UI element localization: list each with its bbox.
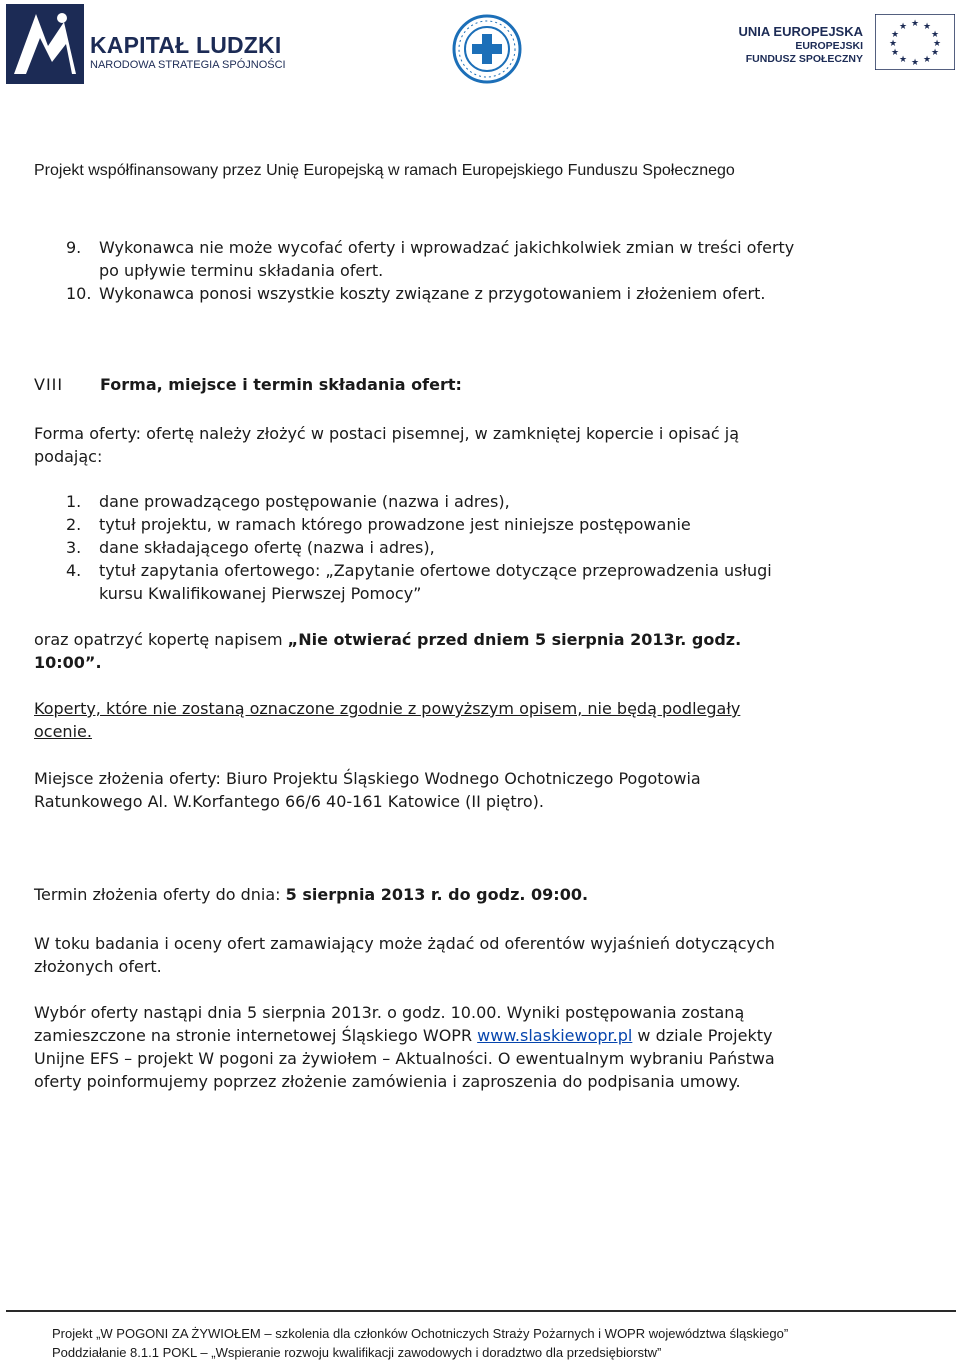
eu-flag-icon	[875, 14, 955, 70]
deadline-label: Termin złożenia oferty do dnia:	[34, 885, 286, 904]
seal-prefix: oraz opatrzyć kopertę napisem	[34, 630, 288, 649]
svg-text:★: ★	[932, 39, 942, 49]
eu-logo	[735, 14, 955, 74]
footer-divider	[6, 1310, 956, 1312]
section-title: Forma, miejsce i termin składania ofert:	[100, 375, 462, 394]
result-line-4: oferty poinformujemy poprzez złożenie zamówienia i zaproszenia do podpisania umowy.	[34, 1072, 741, 1091]
form-intro-line-1: Forma oferty: ofertę należy złożyć w postaci pisemnej, w zamkniętej kopercie i opisać ją	[34, 424, 740, 443]
list-item-1-number: 1.	[66, 492, 82, 511]
submission-deadline	[34, 884, 588, 906]
svg-text:★: ★	[898, 55, 908, 65]
footer-measure: Poddziałanie 8.1.1 POKL – „Wspieranie rozwoju kwalifikacji zawodowych i doradztwo dla przedsiębiorstw”	[52, 1345, 662, 1360]
result-line-2	[34, 1025, 772, 1047]
kapital-ludzki-subtitle: NARODOWA STRATEGIA SPÓJNOŚCI	[90, 59, 286, 71]
list-item-4-line-1: tytuł zapytania ofertowego: „Zapytanie ofertowe dotyczące przeprowadzenia usługi	[99, 561, 772, 580]
svg-text:★: ★	[910, 19, 920, 29]
list-item-2-number: 2.	[66, 515, 82, 534]
result-line-2-end: w dziale Projekty	[632, 1026, 773, 1045]
svg-text:★: ★	[890, 48, 900, 58]
kapital-ludzki-title: KAPITAŁ LUDZKI	[90, 32, 282, 58]
list-item-2-text: tytuł projektu, w ramach którego prowadzone jest niniejsze postępowanie	[99, 515, 691, 534]
clarification-line-1: W toku badania i oceny ofert zamawiający może żądać od oferentów wyjaśnień dotyczących	[34, 934, 775, 953]
list-item-1-text: dane prowadzącego postępowanie (nazwa i adres),	[99, 492, 510, 511]
deadline-date: 5 sierpnia 2013 r. do godz. 09:00.	[285, 885, 589, 904]
result-line-1: Wybór oferty nastąpi dnia 5 sierpnia 2013r. o godz. 10.00. Wyniki postępowania zostaną	[34, 1003, 745, 1022]
form-intro-line-2: podając:	[34, 447, 103, 466]
item-9-number: 9.	[66, 238, 82, 257]
svg-text:★: ★	[910, 58, 920, 68]
seal-warning-text: „Nie otwierać przed dniem 5 sierpnia 2013r. godz.	[287, 630, 742, 649]
slaskiewopr-link[interactable]: www.slaskiewopr.pl	[477, 1026, 633, 1045]
eu-line-2: EUROPEJSKI	[795, 40, 863, 52]
cofinance-note: Projekt współfinansowany przez Unię Europejską w ramach Europejskiego Funduszu Społecznego	[34, 162, 735, 179]
wopr-emblem-icon	[452, 14, 522, 84]
item-9-line-1: Wykonawca nie może wycofać oferty i wprowadzać jakichkolwiek zmian w treści oferty	[99, 238, 795, 257]
submission-place-line-2: Ratunkowego Al. W.Korfantego 66/6 40-161 Katowice (II piętro).	[34, 792, 544, 811]
item-10-line-1: Wykonawca ponosi wszystkie koszty związane z przygotowaniem i złożeniem ofert.	[99, 284, 766, 303]
eu-line-3: FUNDUSZ SPOŁECZNY	[745, 53, 863, 65]
svg-text:★: ★	[922, 55, 932, 65]
eu-line-1: UNIA EUROPEJSKA	[738, 24, 863, 39]
svg-text:★: ★	[888, 39, 898, 49]
svg-text:★: ★	[930, 48, 940, 58]
list-item-3-number: 3.	[66, 538, 82, 557]
list-item-3-text: dane składającego ofertę (nazwa i adres),	[99, 538, 435, 557]
item-9-line-2: po upływie terminu składania ofert.	[99, 261, 384, 280]
item-10-number: 10.	[66, 284, 92, 303]
result-line-3: Unijne EFS – projekt W pogoni za żywiołem – Aktualności. O ewentualnym wybraniu Państwa	[34, 1049, 775, 1068]
result-line-2-start: zamieszczone na stronie internetowej Śląskiego WOPR	[34, 1026, 478, 1045]
svg-text:★: ★	[898, 22, 908, 32]
kapital-ludzki-mark-icon	[6, 4, 84, 84]
unmarked-envelopes-line-2: ocenie.	[34, 722, 92, 741]
list-item-4-line-2: kursu Kwalifikowanej Pierwszej Pomocy”	[99, 584, 422, 603]
unmarked-envelopes-line-1: Koperty, które nie zostaną oznaczone zgodnie z powyższym opisem, nie będą podlegały	[34, 699, 741, 718]
svg-text:★: ★	[922, 22, 932, 32]
list-item-4-number: 4.	[66, 561, 82, 580]
seal-warning-time: 10:00”.	[34, 653, 102, 672]
wopr-emblem	[452, 14, 522, 84]
seal-instruction	[34, 629, 741, 651]
svg-text:★: ★	[890, 30, 900, 40]
kapital-ludzki-logo	[6, 4, 286, 84]
submission-place-line-1: Miejsce złożenia oferty: Biuro Projektu Śląskiego Wodnego Ochotniczego Pogotowia	[34, 769, 701, 788]
footer-project-name: Projekt „W POGONI ZA ŻYWIOŁEM – szkolenia dla członków Ochotniczych Straży Pożarnych i WOPR województwa śląskiego”	[52, 1326, 789, 1341]
section-number: VIII	[34, 375, 64, 394]
clarification-line-2: złożonych ofert.	[34, 957, 162, 976]
svg-text:★: ★	[930, 30, 940, 40]
